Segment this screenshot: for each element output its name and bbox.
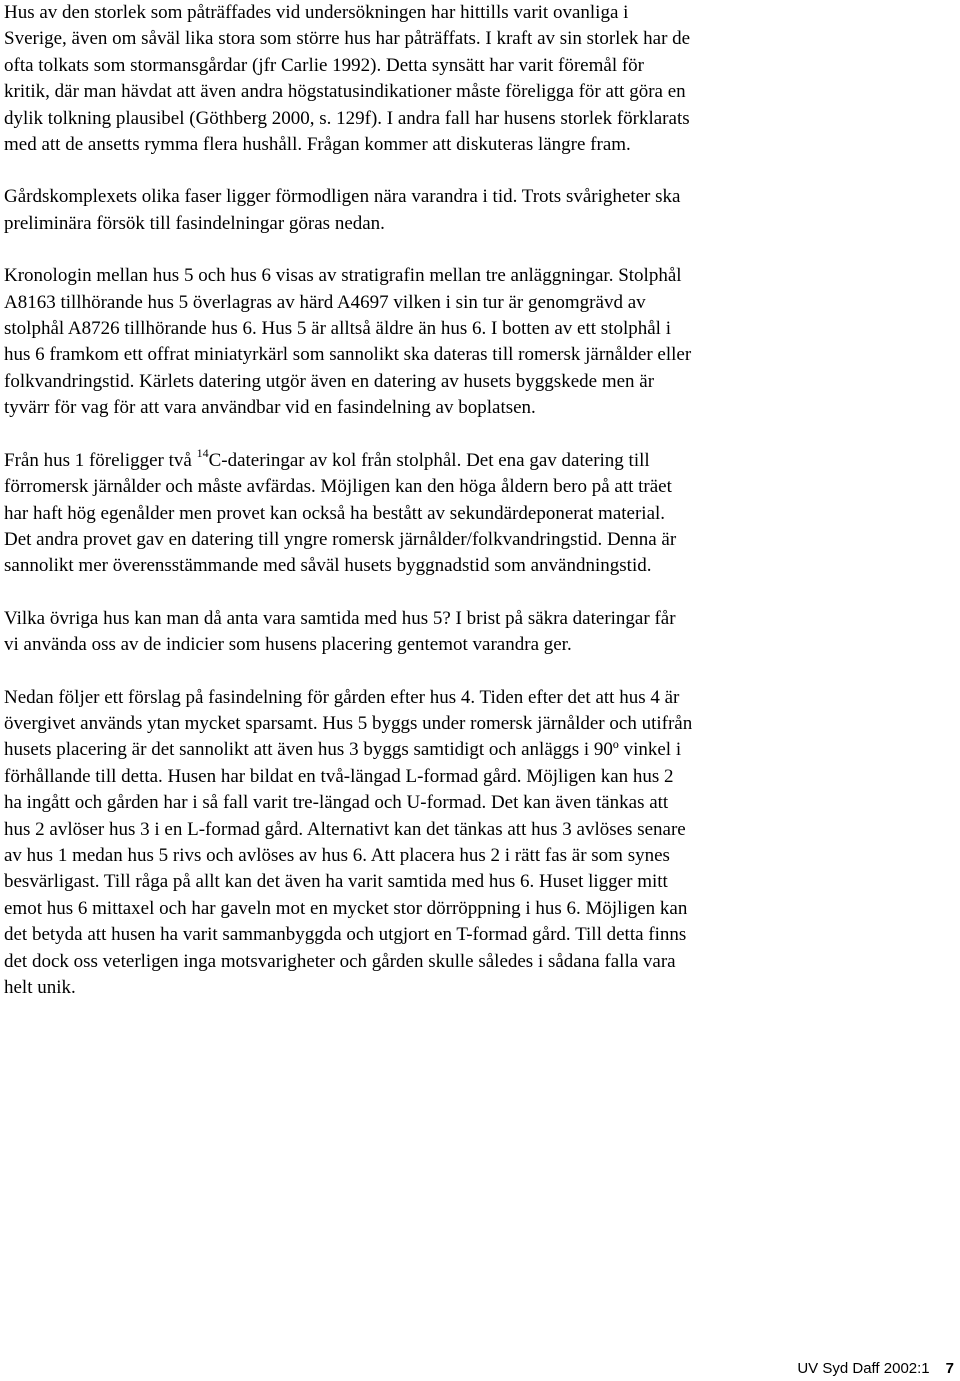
paragraph-phases: Gårdskomplexets olika faser ligger förmodligen nära varandra i tid. Trots svårigheter ska preliminära försök till fasindelningar göras nedan. bbox=[4, 186, 681, 234]
c14-text-after: C-dateringar av kol från stolphål. Det ena gav datering till förromersk järnålder och måste avfärdas. Möjligen kan den höga åldern bero på att träet har haft hög egenålder men provet kan också ha bestått av sekundärdeponerat material. Det andra provet gav en datering till yngre romersk järnålder/folkvandringstid. Denna är sannolikt mer överensstämmande med såväl husets byggnadstid som användningstid. bbox=[4, 449, 677, 577]
page-footer bbox=[797, 1360, 954, 1378]
c14-text-before: Från hus 1 föreligger två bbox=[4, 449, 197, 471]
paragraph-c14-dating bbox=[4, 445, 694, 580]
paragraph-phase-proposal: Nedan följer ett förslag på fasindelning för gården efter hus 4. Tiden efter det att hus 4 är övergivet används ytan mycket sparsamt. Hus 5 byggs under romersk järnålder och utifrån husets placering är det sannolikt att även hus 3 byggs samtidigt och anläggs i 90º vinkel i förhållande till detta. Husen har bildat en två-längad L-formad gård. Möjligen kan hus 2 ha ingått och gården har i så fall varit tre-längad och U-formad. Det kan även tänkas att hus 2 avlöser hus 3 i en L-formad gård. Alternativt kan det tänkas att hus 3 avlöses senare av hus 1 medan hus 5 rivs och avlöses av hus 6. Att placera hus 2 i rätt fas är som synes besvärligast. Till råga på allt kan det även ha varit samtida med hus 6. Huset ligger mitt emot hus 6 mittaxel och har gaveln mot en mycket stor dörröppning i hus 6. Möjligen kan det betyda att husen ha varit sammanbyggda och utgjort en T-formad gård. Till detta finns det dock oss veterligen inga motsvarigheter och gården skulle således i sådana falla vara helt unik. bbox=[4, 686, 693, 998]
c14-superscript: 14 bbox=[196, 445, 209, 460]
paragraph-house-size: Hus av den storlek som påträffades vid undersökningen har hittills varit ovanliga i Sverige, även om såväl lika stora som större hus har påträffats. I kraft av sin storlek har de ofta tolkats som stormansgårdar (jfr Carlie 1992). Detta synsätt har varit föremål för kritik, där man hävdat att även andra högstatusindikationer måste föreligga för att göra en dylik tolkning plausibel (Göthberg 2000, s. 129f). I andra fall har husens storlek förklarats med att de ansetts rymma flera hushåll. Frågan kommer att diskuteras längre fram. bbox=[4, 2, 691, 156]
footer-publication: UV Syd Daff 2002:1 bbox=[797, 1360, 930, 1377]
body-text bbox=[4, 0, 694, 1027]
paragraph-chronology: Kronologin mellan hus 5 och hus 6 visas av stratigrafin mellan tre anläggningar. Stolphål A8163 tillhörande hus 5 överlagras av härd A4697 vilken i sin tur är genomgrävd av stolphål A8726 tillhörande hus 6. Hus 5 är alltså äldre än hus 6. I botten av ett stolphål i hus 6 framkom ett offrat miniatyrkärl som sannolikt ska dateras till romersk järnålder eller folkvandringstid. Kärlets datering utgör även en datering av husets byggskede men är tyvärr för vag för att vara användbar vid en fasindelning av boplatsen. bbox=[4, 265, 692, 419]
paragraph-contemporary-houses: Vilka övriga hus kan man då anta vara samtida med hus 5? I brist på säkra dateringar får vi använda oss av de indicier som husens placering gentemot varandra ger. bbox=[4, 607, 676, 656]
page-number: 7 bbox=[945, 1360, 954, 1377]
